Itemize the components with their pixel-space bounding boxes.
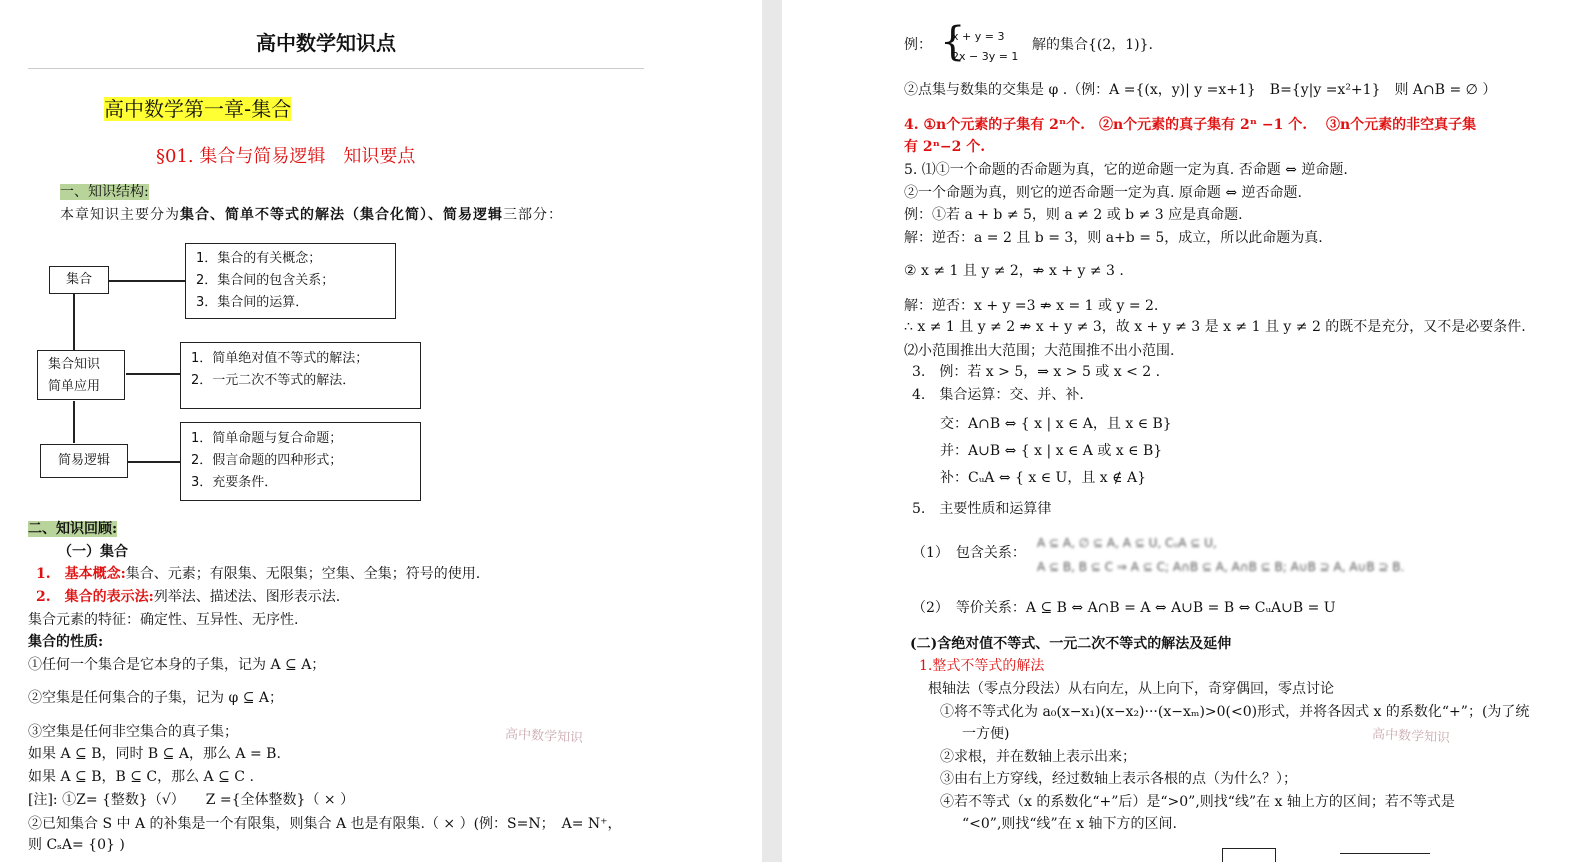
box-set-topics <box>185 243 396 319</box>
system-brace: { <box>940 19 966 65</box>
connector-set <box>109 280 185 282</box>
box-set-item: 3．集合间的运算． <box>196 295 309 310</box>
heading-knowledge-review-text: 二、知识回顾: <box>28 521 118 537</box>
inclusion-formula-2: A ⊆ B, B ⊆ C ⇒ A ⊆ C; A∩B ⊆ A, A∩B ⊆ B; A∪B ⊇ A, A∪B ⊇ B. <box>1037 560 1405 574</box>
section-inequalities: (二)含绝对值不等式、一元二次不等式的解法及延伸 <box>910 636 1232 652</box>
intro-text-b: 集合、简单不等式的解法（集合化简）、简易逻辑 <box>180 207 503 223</box>
node-application-line1: 集合知识 <box>48 357 101 372</box>
watermark: 高中数学知识 <box>1371 726 1451 747</box>
equation-2: 2x − 3y = 1 <box>952 50 1019 63</box>
inclusion-formula-1: A ⊆ A, ∅ ⊆ A, A ⊆ U, CᵤA ⊆ U, <box>1037 536 1217 550</box>
connector-vertical-2 <box>73 401 75 443</box>
connector-logic <box>128 461 180 463</box>
left-page <box>0 0 762 862</box>
property-4: 如果 A ⊆ B，同时 B ⊆ A，那么 A = B. <box>28 746 281 762</box>
connector-vertical-1 <box>73 292 75 352</box>
example-label: 例： <box>904 37 932 53</box>
property-1: ①任何一个集合是它本身的子集，记为 A ⊆ A； <box>28 657 326 673</box>
properties-laws-title: 5. 主要性质和运算律 <box>912 501 1052 517</box>
point-subsets-line2: 有 2ⁿ−2 个. <box>904 139 986 155</box>
logic-line-3: 例：①若 a + b ≠ 5，则 a ≠ 2 或 b ≠ 3 应是真命题. <box>904 207 1243 223</box>
operation-complement: 补：CᵤA ⇔ { x ∈ U，且 x ∉ A} <box>940 470 1146 486</box>
step-2: ②求根，并在数轴上表示出来； <box>940 749 1136 765</box>
point-intersection: ②点集与数集的交集是 φ .（例：A ={(x，y)| y =x+1} B={y|y =x²+1} 则 A∩B = ∅ ） <box>904 82 1497 98</box>
box-set-item: 1．集合的有关概念； <box>196 251 322 266</box>
equivalence-relation: （2） 等价关系：A ⊆ B ⇔ A∩B = A ⇔ A∪B = B ⇔ CᵤA∪B = U <box>912 600 1336 616</box>
right-page <box>782 0 1579 862</box>
operation-intersection: 交：A∩B ⇔ { x | x ∈ A，且 x ∈ B} <box>940 416 1172 432</box>
item-representation-text: 列举法、描述法、图形表示法. <box>153 589 341 605</box>
subsection-polynomial-inequalities: 1.整式不等式的解法 <box>919 658 1045 674</box>
box-set-item: 2．集合间的包含关系； <box>196 273 335 288</box>
point-subsets-line1: 4. ①n个元素的子集有 2ⁿ个. ②n个元素的真子集有 2ⁿ −1 个. ③n个元素的非空真子集 <box>904 117 1477 133</box>
item-representation <box>36 588 340 606</box>
operation-union: 并：A∪B ⇔ { x | x ∈ A 或 x ∈ B} <box>940 443 1163 459</box>
box-logic-item: 3．充要条件． <box>191 475 278 490</box>
step-1-line2: 一方便) <box>962 726 1010 742</box>
logic-line-5: ② x ≠ 1 且 y ≠ 2，⇏ x + y ≠ 3 . <box>904 263 1124 279</box>
node-application <box>37 350 125 400</box>
logic-line-1: 5. ⑴①一个命题的否命题为真，它的逆命题一定为真. 否命题 ⇔ 逆命题. <box>904 162 1348 178</box>
heading-knowledge-review <box>28 520 117 538</box>
property-5: 如果 A ⊆ B，B ⊆ C，那么 A ⊆ C . <box>28 769 254 785</box>
logic-line-6: 解：逆否：x + y =3 ⇏ x = 1 或 y = 2. <box>904 298 1159 314</box>
example-solution: 解的集合{(2，1)}. <box>1032 37 1154 53</box>
equation-1: x + y = 3 <box>952 30 1005 43</box>
intro-text-a: 本章知识主要分为 <box>60 207 180 223</box>
note-1: [注]: ①Z= {整数}（√） Z ={全体整数}（ × ） <box>28 792 355 808</box>
properties-title: 集合的性质: <box>28 634 104 650</box>
box-inequality-item: 1．简单绝对值不等式的解法； <box>191 351 369 366</box>
set-operations-title: 4. 集合运算：交、并、补. <box>912 387 1084 403</box>
note-2: ②已知集合 S 中 A 的补集是一个有限集，则集合 A 也是有限集.（ × ）(例：S=N； A= N⁺， <box>28 816 622 832</box>
example-range: 3. 例：若 x > 5，⇒ x > 5 或 x < 2 . <box>912 364 1161 380</box>
connector-app <box>126 373 180 375</box>
intro-paragraph <box>60 206 563 224</box>
logic-line-2: ②一个命题为真，则它的逆否命题一定为真. 原命题 ⇔ 逆否命题. <box>904 185 1302 201</box>
inclusion-label: （1） 包含关系： <box>912 545 1026 561</box>
heading-knowledge-structure-text: 一、知识结构: <box>60 184 149 200</box>
node-logic: 简易逻辑 <box>40 444 128 478</box>
box-inequality-topics <box>180 342 421 409</box>
document-title: 高中数学知识点 <box>256 31 396 55</box>
root-axis-method: 根轴法（零点分段法）从右向左，从上向下，奇穿偶回，零点讨论 <box>928 681 1334 697</box>
note-3: 则 CₛA= {0} ) <box>28 837 125 853</box>
logic-line-4: 解：逆否：a = 2 且 b = 3，则 a+b = 5，成立，所以此命题为真. <box>904 230 1323 246</box>
box-logic-item: 2．假言命题的四种形式； <box>191 453 343 468</box>
element-features: 集合元素的特征：确定性、互异性、无序性. <box>28 612 299 628</box>
section-title: §01. 集合与简易逻辑 知识要点 <box>156 146 416 167</box>
property-3: ③空集是任何非空集合的真子集； <box>28 724 238 740</box>
item-basic-concepts-label: 1. 基本概念: <box>36 566 126 582</box>
heading-knowledge-structure <box>60 183 149 201</box>
step-4-line1: ④若不等式（x 的系数化“+”后）是“>0”,则找“线”在 x 轴上方的区间；若不等式是 <box>940 794 1455 810</box>
chapter-title-text: 高中数学第一章-集合 <box>104 97 292 121</box>
subheading-set: （一）集合 <box>58 544 128 560</box>
item-representation-label: 2. 集合的表示法: <box>36 589 154 605</box>
watermark: 高中数学知识 <box>504 726 584 747</box>
node-application-line2: 简单应用 <box>48 379 101 394</box>
step-4-line2: “<0”,则找“线”在 x 轴下方的区间. <box>962 816 1177 832</box>
property-2: ②空集是任何集合的子集，记为 φ ⊆ A； <box>28 690 283 706</box>
diagram-box-fragment <box>1222 848 1276 862</box>
title-divider <box>28 68 644 69</box>
node-set: 集合 <box>49 266 109 294</box>
box-inequality-item: 2．一元二次不等式的解法． <box>191 373 356 388</box>
box-logic-item: 1．简单命题与复合命题； <box>191 431 343 446</box>
intro-text-c: 三部分： <box>503 207 563 223</box>
step-1-line1: ①将不等式化为 a₀(x−x₁)(x−x₂)···(x−xₘ)>0(<0)形式，并将各因式 x 的系数化“+”；(为了统 <box>940 704 1530 720</box>
box-logic-topics <box>180 422 421 501</box>
item-basic-concepts-text: 集合、元素；有限集、无限集；空集、全集；符号的使用. <box>125 566 481 582</box>
diagram-line-fragment <box>1340 853 1430 854</box>
item-basic-concepts <box>36 565 480 583</box>
step-3: ③由右上方穿线，经过数轴上表示各根的点（为什么？）； <box>940 771 1297 787</box>
chapter-title <box>104 97 292 121</box>
logic-line-8: ⑵小范围推出大范围；大范围推不出小范围. <box>904 343 1175 359</box>
logic-line-7: ∴ x ≠ 1 且 y ≠ 2 ⇏ x + y ≠ 3，故 x + y ≠ 3 是 x ≠ 1 且 y ≠ 2 的既不是充分，又不是必要条件. <box>904 319 1526 335</box>
